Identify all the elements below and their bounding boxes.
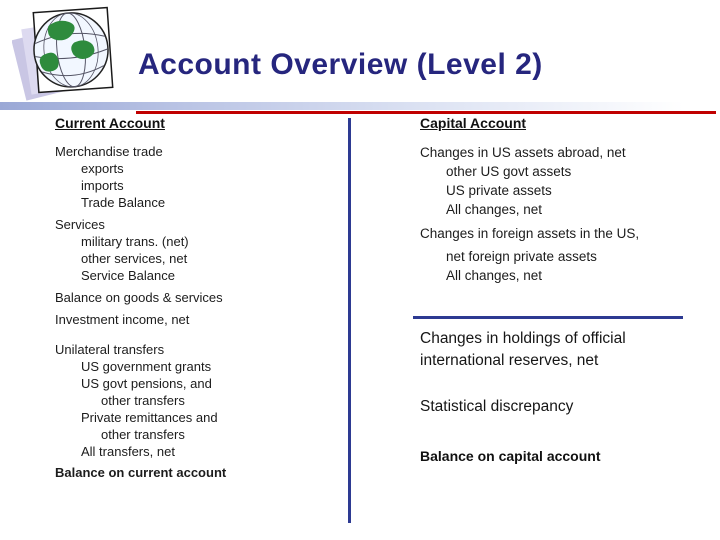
- list-item: Changes in US assets abroad, net: [420, 145, 626, 160]
- column-divider-line: [348, 118, 351, 523]
- current-account-header: Current Account: [55, 115, 165, 131]
- current-account-column: [55, 114, 347, 481]
- list-item: US govt pensions, and: [81, 376, 212, 391]
- list-item: Trade Balance: [81, 195, 166, 210]
- list-item: military trans. (net): [81, 234, 189, 249]
- title-gradient-bar: [0, 102, 720, 110]
- list-item: exports: [81, 161, 124, 176]
- statistical-discrepancy: Statistical discrepancy: [420, 398, 574, 415]
- list-item: other transfers: [101, 393, 185, 408]
- list-item: imports: [81, 178, 124, 193]
- list-item: other transfers: [101, 427, 185, 442]
- list-item: other services, net: [81, 251, 188, 266]
- list-item: All changes, net: [446, 202, 543, 217]
- reserves-note: Changes in holdings of official international reserves, net: [420, 330, 626, 369]
- list-item: US private assets: [446, 183, 552, 198]
- list-item: Services: [55, 217, 105, 232]
- list-item: Investment income, net: [55, 312, 190, 327]
- list-item: net foreign private assets: [446, 249, 597, 264]
- list-item: Balance on goods & services: [55, 290, 223, 305]
- current-account-balance-line: Balance on current account: [55, 465, 227, 480]
- globe-icon: [12, 2, 120, 110]
- list-item: All changes, net: [446, 268, 543, 283]
- list-item: Merchandise trade: [55, 144, 163, 159]
- capital-account-balance-line: Balance on capital account: [420, 448, 601, 464]
- capital-account-column: [420, 114, 698, 285]
- list-item: All transfers, net: [81, 444, 175, 459]
- slide-title: Account Overview (Level 2): [138, 48, 543, 81]
- list-item: US government grants: [81, 359, 212, 374]
- list-item: other US govt assets: [446, 164, 572, 179]
- list-item: Service Balance: [81, 268, 175, 283]
- list-item: Unilateral transfers: [55, 342, 165, 357]
- list-item: Private remittances and: [81, 410, 218, 425]
- list-item: Changes in foreign assets in the US,: [420, 226, 640, 241]
- reserves-divider-line: [413, 316, 683, 319]
- capital-account-header: Capital Account: [420, 115, 527, 131]
